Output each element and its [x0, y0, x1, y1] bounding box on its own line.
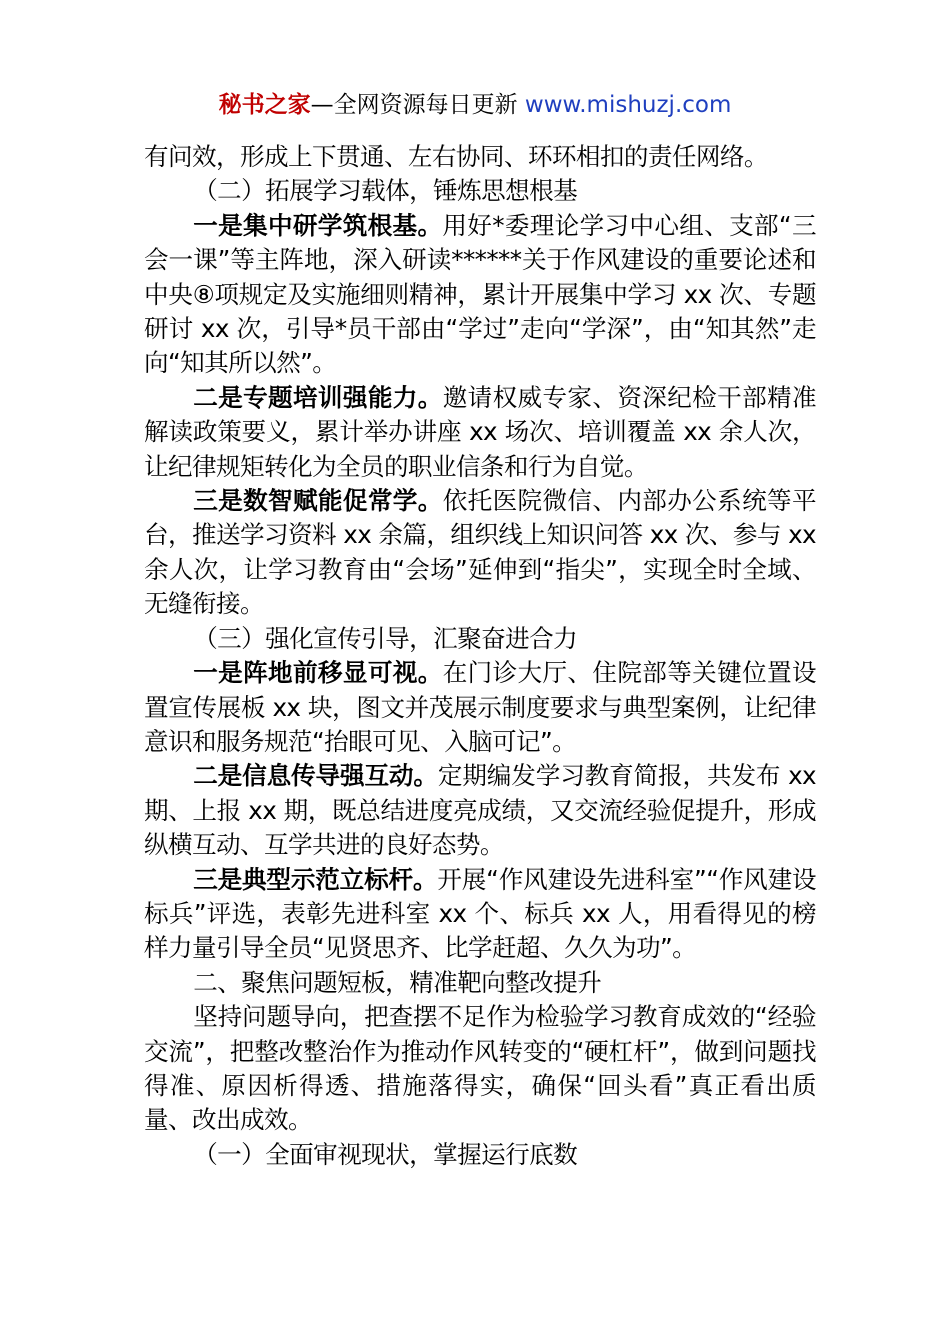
subheading-text: （二）拓展学习载体，锤炼思想根基 [193, 176, 578, 206]
paragraph-study-1 [144, 209, 816, 381]
paragraph-study-3 [144, 484, 816, 622]
section-heading-2 [144, 966, 816, 1000]
paragraph-lead: 一是集中研学筑根基。 [193, 210, 443, 240]
site-header [0, 88, 950, 122]
paragraph-text: 定期编发学习教育简报，共发布 xx 期、上报 xx 期，既总结进度亮成绩，又交流经验促提升，形成纵横互动、互学共进的良好态势。 [144, 761, 816, 860]
paragraph-text: 在门诊大厅、住院部等关键位置设置宣传展板 xx 块，图文并茂展示制度要求与典型案例，让纪律意识和服务规范“抬眼可见、入脑可记”。 [144, 658, 816, 756]
paragraph-text: 有问效，形成上下贯通、左右协同、环环相扣的责任网络。 [144, 142, 768, 171]
subheading-text: （三）强化宣传引导，汇聚奋进合力 [193, 623, 578, 653]
subheading-1 [144, 1138, 816, 1172]
paragraph-lead: 二是信息传导强互动。 [193, 761, 438, 791]
paragraph-continuation [144, 140, 816, 174]
subheading-text: （一）全面审视现状，掌握运行底数 [193, 1139, 578, 1169]
paragraph-promo-3 [144, 863, 816, 966]
brand-name: 秘书之家 [218, 92, 311, 118]
section-heading-text: 二、聚焦问题短板，精准靶向整改提升 [193, 967, 602, 997]
paragraph-text: 坚持问题导向，把查摆不足作为检验学习教育成效的“经验交流”，把整改整治作为推动作风转变的“硬杠杆”，做到问题找得准、原因析得透、措施落得实，确保“回头看”真正看出质量、改出成效。 [144, 1002, 816, 1135]
paragraph-lead: 一是阵地前移显可视。 [193, 658, 443, 688]
subheading-3 [144, 622, 816, 656]
document-body [144, 140, 816, 1172]
paragraph-lead: 二是专题培训强能力。 [193, 382, 443, 412]
site-url-link[interactable]: www.mishuzj.com [524, 92, 732, 118]
paragraph-promo-2 [144, 759, 816, 862]
paragraph-text: 邀请权威专家、资深纪检干部精准解读政策要义，累计举办讲座 xx 场次、培训覆盖 xx 余人次，让纪律规矩转化为全员的职业信条和行为自觉。 [144, 382, 816, 481]
paragraph-text: 用好*委理论学习中心组、支部“三会一课”等主阵地，深入研读******关于作风建设的重要论述和中央⑧项规定及实施细则精神，累计开展集中学习 xx 次、专题研讨 xx 次，引导*员干部由“学过”走向“学深”，由“知其然”走向“知其所以然”。 [144, 210, 816, 378]
paragraph-section-intro [144, 1000, 816, 1138]
subheading-2 [144, 174, 816, 208]
paragraph-text: 开展“作风建设先进科室”“作风建设标兵”评选，表彰先进科室 xx 个、标兵 xx 人，用看得见的榜样力量引导全员“见贤思齐、比学赶超、久久为功”。 [144, 864, 816, 963]
paragraph-lead: 三是数智赋能促常学。 [193, 486, 443, 516]
paragraph-promo-1 [144, 656, 816, 759]
header-tagline: —全网资源每日更新 [310, 92, 525, 118]
paragraph-lead: 三是典型示范立标杆。 [193, 864, 438, 894]
paragraph-study-2 [144, 381, 816, 484]
paragraph-text: 依托医院微信、内部办公系统等平台，推送学习资料 xx 余篇，组织线上知识问答 xx 次、参与 xx 余人次，让学习教育由“会场”延伸到“指尖”，实现全时全域、无缝衔接。 [144, 486, 816, 619]
